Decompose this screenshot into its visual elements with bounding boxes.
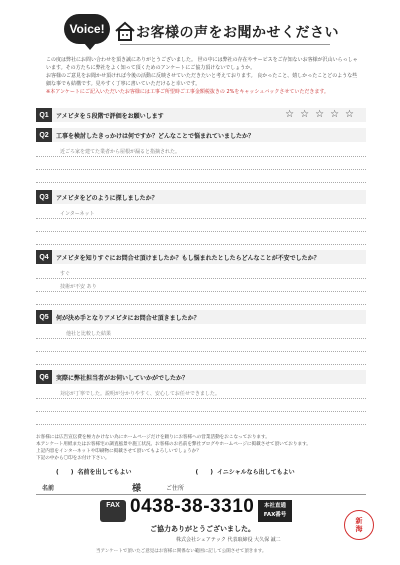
question-2 <box>36 128 366 183</box>
sama-label: 様 <box>132 483 142 494</box>
fax-badge <box>258 500 292 522</box>
intro-p2: お客様のご意見をお聞かせ頂ければ今後の活動に反映させていただきたいと考えております。 良かったこと、嬉しかったことどのような些細な事でも結構です。見やすく丁寧に書いていただけると幸いです。 <box>46 73 358 87</box>
answer-line[interactable] <box>36 339 366 352</box>
intro-p1: この度は弊社にお問い合わせを頂き誠にありがとうございました。 世の中には弊社の存在やサービスをご存知ないお客様が沢山いらっしゃいます。その方たちに弊社をよく知って頂くためのアンケートにご協力頂けないでしょうか。 <box>46 57 358 71</box>
company-info: 株式会社シェアテック 代表取締役 大久保 誠二 <box>176 537 281 543</box>
voice-badge: Voice! <box>64 14 110 44</box>
question-text: アメピタをどのように探しましたか？ <box>52 190 366 204</box>
question-4 <box>36 250 366 305</box>
page-title: お客様の声をお聞かせください <box>136 25 339 41</box>
title-divider <box>120 44 330 45</box>
choice-bracket-2[interactable]: ( ) <box>195 468 214 476</box>
stamp-char-1: 新 <box>355 516 363 525</box>
notice-p2: 本アンケート用紙またはお客様宅の調査風景や施工状況、お客様のお名前を弊社ブログやホームページに掲載させて頂いております。 <box>36 442 311 447</box>
answer-line[interactable] <box>36 386 366 399</box>
choice-bracket-1[interactable]: ( ) <box>56 468 74 476</box>
stamp-char-2: 海 <box>355 524 363 533</box>
name-address-row <box>36 480 366 495</box>
question-text: 工事を検討したきっかけは何ですか？どんなことで悩まれていましたか？ <box>52 128 366 142</box>
question-number: Q4 <box>36 250 52 264</box>
answer-text: インターネット <box>60 211 95 217</box>
answer-line[interactable] <box>36 412 366 425</box>
answer-line[interactable] <box>36 157 366 170</box>
answer-line[interactable] <box>36 232 366 245</box>
notice-p1: お客様には広告宣伝費を極力かけない為にホームページだけを頼りにお客様への営業活動をおこなっております。 <box>36 435 270 440</box>
answer-line[interactable] <box>36 170 366 183</box>
consent-notice <box>36 434 366 462</box>
answer-line[interactable] <box>36 326 366 339</box>
answer-line[interactable] <box>36 352 366 365</box>
intro-text <box>46 56 358 96</box>
answer-line[interactable] <box>36 219 366 232</box>
seal-stamp <box>344 510 374 540</box>
consent-initials-ok: イニシャルなら出してもよい <box>217 468 295 476</box>
answer-line[interactable] <box>36 266 366 279</box>
question-3 <box>36 190 366 245</box>
answer-text: すぐ <box>60 271 71 277</box>
question-text: アメピタを知りすぐにお問合せ頂けましたか？もし悩まれたとしたらどんなことが不安でしたか？ <box>52 250 366 264</box>
question-text: 実際に弊社担当者がお伺いしていかがでしたか？ <box>52 370 366 384</box>
consent-name-ok: 名前を出してもよい <box>77 468 132 476</box>
star-rating[interactable]: ☆☆☆☆☆ <box>285 109 360 120</box>
notice-p4: 下記の中から〇印をお付け下さい。 <box>36 456 110 461</box>
question-number: Q1 <box>36 108 52 122</box>
footer-note: 当アンケートで頂いたご意見はお客様に関係ない範囲に記して公開させて頂きます。 <box>96 549 267 554</box>
intro-cashback: ※本アンケートにご記入いただいたお客様には工事ご所望時ご工事金額税抜きの 2%をキャッシュバックさせていただきます。 <box>46 89 329 95</box>
consent-options <box>36 465 366 477</box>
thanks-message: ご協力ありがとうございました。 <box>150 525 255 533</box>
answer-line[interactable] <box>36 144 366 157</box>
house-icon <box>114 20 136 42</box>
answer-text: 対応が丁寧でした。説明が分かりやすく、安心してお任せできました。 <box>60 391 220 397</box>
fax-number: 0438-38-3310 <box>130 496 255 517</box>
question-text: 何が決め手となりアメピタにお問合せ頂きましたか？ <box>52 310 366 324</box>
notice-p3: 上記内容をインターネットや印刷物に掲載させて頂いてもよろしいでしょうか？ <box>36 449 201 454</box>
answer-text: 技術が不安 あり <box>60 284 97 290</box>
answer-line[interactable] <box>36 206 366 219</box>
answer-line[interactable] <box>36 292 366 305</box>
address-label: ご住所 <box>166 484 185 492</box>
question-5 <box>36 310 366 365</box>
answer-text: 近ごろ家を建てた業者から屋根が漏ると指摘された。 <box>60 149 181 155</box>
answer-line[interactable] <box>36 399 366 412</box>
question-text: アメピタを５段階で評価をお願いします <box>52 108 366 122</box>
question-1 <box>36 108 366 122</box>
name-label: 名前 <box>42 484 55 492</box>
question-number: Q2 <box>36 128 52 142</box>
fax-icon: FAX <box>100 500 126 522</box>
question-number: Q6 <box>36 370 52 384</box>
answer-text: 他社と比較した結果 <box>66 331 112 337</box>
fax-badge-line2: FAX番号 <box>263 512 287 518</box>
answer-line[interactable] <box>36 279 366 292</box>
fax-badge-line1: 本社直通 <box>263 503 286 509</box>
question-number: Q3 <box>36 190 52 204</box>
question-6 <box>36 370 366 425</box>
question-number: Q5 <box>36 310 52 324</box>
